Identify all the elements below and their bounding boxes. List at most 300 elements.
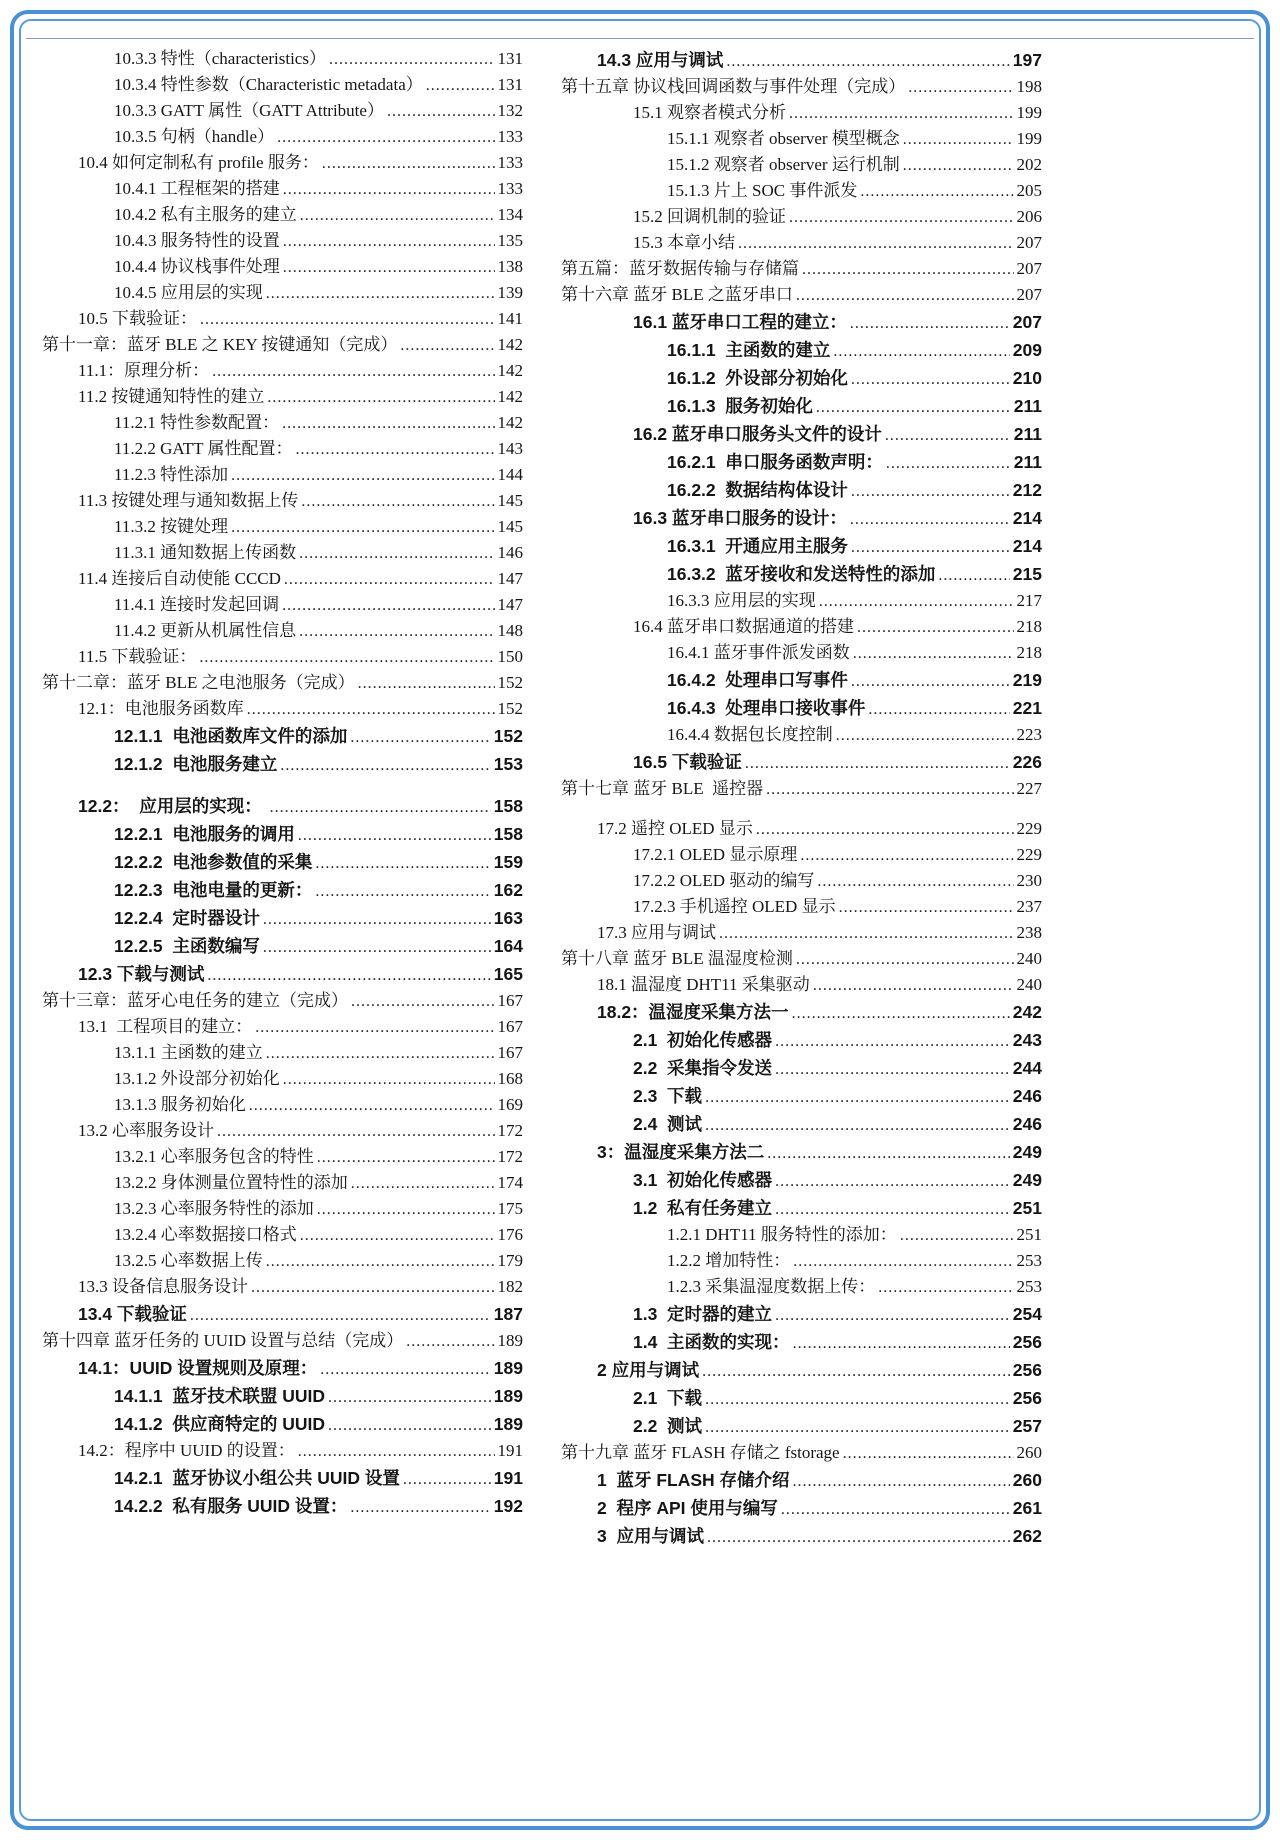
toc-entry[interactable] — [561, 946, 1042, 972]
toc-entry[interactable] — [42, 1066, 523, 1092]
toc-entry[interactable] — [561, 1522, 1042, 1550]
toc-entry-title: 10.3.5 句柄（handle） — [114, 127, 275, 146]
toc-dot-leader — [282, 410, 494, 436]
toc-column-left — [42, 46, 523, 1550]
toc-entry-title: 16.4.4 数据包长度控制 — [667, 725, 833, 744]
toc-entry-title: 13.2.5 心率数据上传 — [114, 1251, 263, 1270]
toc-entry[interactable] — [42, 1248, 523, 1274]
toc-entry[interactable] — [42, 932, 523, 960]
toc-dot-leader — [266, 1248, 495, 1274]
toc-entry-title: 16.4.3 处理串口接收事件 — [667, 698, 866, 718]
toc-dot-leader — [315, 876, 490, 904]
toc-entry[interactable] — [561, 46, 1042, 74]
header-rule — [26, 38, 1254, 39]
toc-entry[interactable] — [561, 1166, 1042, 1194]
toc-entry[interactable] — [42, 876, 523, 904]
toc-entry-title: 3.1 初始化传感器 — [633, 1170, 773, 1190]
toc-entry[interactable] — [561, 1384, 1042, 1412]
toc-entry[interactable] — [42, 1274, 523, 1300]
toc-page-number: 251 — [1016, 1225, 1042, 1244]
toc-dot-leader — [190, 1300, 491, 1328]
toc-entry[interactable] — [42, 254, 523, 280]
toc-page-number: 168 — [497, 1069, 523, 1088]
toc-dot-leader — [781, 1494, 1010, 1522]
toc-entry-title: 12.2.1 电池服务的调用 — [114, 824, 295, 844]
toc-entry[interactable] — [42, 592, 523, 618]
toc-dot-leader — [705, 1082, 1010, 1110]
toc-entry[interactable] — [42, 1196, 523, 1222]
toc-entry[interactable] — [42, 1014, 523, 1040]
toc-entry[interactable] — [42, 848, 523, 876]
toc-page-number: 144 — [497, 465, 523, 484]
toc-page-number: 152 — [497, 673, 523, 692]
toc-entry-title: 13.1.2 外设部分初始化 — [114, 1069, 280, 1088]
toc-page-number: 223 — [1016, 725, 1042, 744]
toc-entry-title: 16.1 蓝牙串口工程的建立： — [633, 312, 847, 332]
toc-entry[interactable] — [561, 256, 1042, 282]
toc-dot-leader — [878, 1274, 1013, 1300]
toc-entry[interactable] — [561, 282, 1042, 308]
toc-dot-leader — [231, 462, 494, 488]
toc-entry-title: 16.3 蓝牙串口服务的设计： — [633, 508, 847, 528]
toc-entry[interactable] — [42, 1438, 523, 1464]
toc-entry[interactable] — [561, 308, 1042, 336]
toc-page-number: 153 — [493, 754, 523, 774]
toc-entry[interactable] — [561, 816, 1042, 842]
toc-dot-leader — [263, 932, 491, 960]
toc-dot-leader — [819, 588, 1014, 614]
toc-entry[interactable] — [561, 972, 1042, 998]
toc-dot-leader — [298, 1438, 495, 1464]
toc-entry[interactable] — [42, 202, 523, 228]
toc-entry[interactable] — [561, 504, 1042, 532]
toc-dot-leader — [705, 1110, 1010, 1138]
toc-entry-title: 第十三章：蓝牙心电任务的建立（完成） — [42, 991, 348, 1010]
toc-entry-title: 11.5 下载验证： — [78, 647, 197, 666]
toc-dot-leader — [249, 1092, 495, 1118]
toc-dot-leader — [813, 972, 1014, 998]
toc-entry[interactable] — [561, 920, 1042, 946]
toc-entry-title: 12.1.1 电池函数库文件的添加 — [114, 726, 348, 746]
toc-entry[interactable] — [42, 1222, 523, 1248]
toc-entry[interactable] — [561, 1494, 1042, 1522]
toc-dot-leader — [350, 722, 490, 750]
toc-entry-title: 11.2.2 GATT 属性配置： — [114, 439, 293, 458]
toc-page-number: 189 — [493, 1358, 523, 1378]
toc-dot-leader — [800, 842, 1013, 868]
toc-page-number: 189 — [497, 1331, 523, 1350]
toc-entry[interactable] — [561, 666, 1042, 694]
toc-page-number: 152 — [497, 699, 523, 718]
toc-dot-leader — [317, 1196, 495, 1222]
toc-entry[interactable] — [561, 152, 1042, 178]
toc-entry[interactable] — [42, 332, 523, 358]
toc-entry-title: 12.3 下载与测试 — [78, 964, 205, 984]
toc-entry-title: 16.4.1 蓝牙事件派发函数 — [667, 643, 850, 662]
toc-dot-leader — [406, 1328, 494, 1354]
toc-entry[interactable] — [561, 1026, 1042, 1054]
toc-entry-title: 1.2 私有任务建立 — [633, 1198, 773, 1218]
toc-page-number: 210 — [1012, 368, 1042, 388]
toc-dot-leader — [283, 1066, 495, 1092]
toc-page-number: 244 — [1012, 1058, 1042, 1078]
toc-dot-leader — [351, 1170, 495, 1196]
toc-dot-leader — [775, 1300, 1010, 1328]
toc-entry[interactable] — [561, 748, 1042, 776]
toc-dot-leader — [266, 280, 495, 306]
toc-entry-title: 第十一章：蓝牙 BLE 之 KEY 按键通知（完成） — [42, 335, 398, 354]
toc-entry[interactable] — [561, 1222, 1042, 1248]
toc-entry[interactable] — [561, 640, 1042, 666]
toc-entry-title: 12.2： 应用层的实现： — [78, 796, 267, 816]
toc-entry-title: 14.2.1 蓝牙协议小组公共 UUID 设置 — [114, 1468, 400, 1488]
toc-dot-leader — [266, 1040, 495, 1066]
toc-entry[interactable] — [42, 1328, 523, 1354]
toc-entry-title: 10.4.4 协议栈事件处理 — [114, 257, 280, 276]
toc-entry-title: 15.1.3 片上 SOC 事件派发 — [667, 181, 858, 200]
toc-entry-title: 11.3.2 按键处理 — [114, 517, 229, 536]
toc-entry[interactable] — [42, 1300, 523, 1328]
toc-dot-leader — [851, 666, 1010, 694]
toc-entry[interactable] — [42, 150, 523, 176]
toc-entry[interactable] — [42, 46, 523, 72]
toc-dot-leader — [400, 332, 494, 358]
toc-dot-leader — [789, 100, 1014, 126]
toc-entry[interactable] — [42, 904, 523, 932]
toc-dot-leader — [817, 868, 1013, 894]
toc-entry[interactable] — [42, 750, 523, 778]
toc-dot-leader — [283, 228, 495, 254]
toc-entry[interactable] — [42, 1144, 523, 1170]
toc-entry[interactable] — [561, 1300, 1042, 1328]
toc-page-number: 145 — [497, 491, 523, 510]
toc-page-number: 191 — [497, 1441, 523, 1460]
toc-dot-leader — [802, 256, 1014, 282]
toc-dot-leader — [299, 618, 494, 644]
toc-entry-title: 1.2.1 DHT11 服务特性的添加： — [667, 1225, 897, 1244]
toc-dot-leader — [277, 124, 494, 150]
toc-page-number: 249 — [1012, 1170, 1042, 1190]
toc-entry-title: 第十九章 蓝牙 FLASH 存储之 fstorage — [561, 1443, 840, 1462]
toc-entry-title: 16.3.1 开通应用主服务 — [667, 536, 848, 556]
toc-entry[interactable] — [561, 868, 1042, 894]
toc-page-number: 187 — [493, 1304, 523, 1324]
toc-entry[interactable] — [561, 532, 1042, 560]
toc-dot-leader — [705, 1412, 1010, 1440]
toc-entry-title: 13.2.3 心率服务特性的添加 — [114, 1199, 314, 1218]
toc-entry[interactable] — [42, 384, 523, 410]
toc-entry[interactable] — [561, 1054, 1042, 1082]
toc-dot-leader — [284, 566, 495, 592]
toc-entry[interactable] — [42, 540, 523, 566]
toc-entry-title: 2 程序 API 使用与编写 — [597, 1498, 778, 1518]
toc-entry[interactable] — [561, 1082, 1042, 1110]
toc-entry[interactable] — [561, 560, 1042, 588]
toc-entry[interactable] — [42, 618, 523, 644]
toc-entry-title: 2 应用与调试 — [597, 1360, 700, 1380]
toc-entry[interactable] — [561, 364, 1042, 392]
toc-entry[interactable] — [561, 178, 1042, 204]
toc-entry[interactable] — [561, 126, 1042, 152]
toc-page-number: 162 — [493, 880, 523, 900]
toc-dot-leader — [851, 364, 1010, 392]
toc-entry-title: 14.2.2 私有服务 UUID 设置： — [114, 1496, 348, 1516]
toc-entry[interactable] — [561, 1274, 1042, 1300]
toc-entry[interactable] — [42, 436, 523, 462]
toc-dot-leader — [329, 46, 495, 72]
toc-entry[interactable] — [561, 1466, 1042, 1494]
toc-dot-leader — [793, 1248, 1013, 1274]
toc-content — [42, 46, 1042, 1550]
toc-entry-title: 12.2.3 电池电量的更新： — [114, 880, 313, 900]
toc-dot-leader — [351, 988, 495, 1014]
toc-entry-title: 1.3 定时器的建立 — [633, 1304, 773, 1324]
toc-page-number: 215 — [1012, 564, 1042, 584]
toc-entry-title: 12.2.5 主函数编写 — [114, 936, 260, 956]
toc-page-number: 132 — [497, 101, 523, 120]
toc-entry-title: 13.4 下载验证 — [78, 1304, 187, 1324]
toc-entry[interactable] — [42, 1410, 523, 1438]
toc-dot-leader — [938, 560, 1009, 588]
toc-entry-title: 18.2：温湿度采集方法一 — [597, 1002, 789, 1022]
toc-entry[interactable] — [42, 176, 523, 202]
toc-page-number: 167 — [497, 991, 523, 1010]
toc-entry-title: 11.2 按键通知特性的建立 — [78, 387, 265, 406]
toc-page-number: 202 — [1016, 155, 1042, 174]
toc-entry-title: 11.2.3 特性添加 — [114, 465, 229, 484]
toc-page-number: 189 — [493, 1386, 523, 1406]
toc-entry-title: 2.2 采集指令发送 — [633, 1058, 773, 1078]
toc-columns — [42, 46, 1042, 1550]
toc-entry[interactable] — [561, 420, 1042, 448]
toc-entry-title: 14.2：程序中 UUID 的设置： — [78, 1441, 295, 1460]
toc-page-number: 218 — [1016, 643, 1042, 662]
toc-page-number: 230 — [1016, 871, 1042, 890]
toc-entry[interactable] — [561, 1440, 1042, 1466]
toc-dot-leader — [282, 592, 494, 618]
toc-entry[interactable] — [42, 1040, 523, 1066]
toc-page-number: 150 — [497, 647, 523, 666]
toc-entry-title: 11.4 连接后自动使能 CCCD — [78, 569, 281, 588]
toc-entry[interactable] — [42, 792, 523, 820]
toc-page-number: 192 — [493, 1496, 523, 1516]
toc-entry[interactable] — [561, 1194, 1042, 1222]
toc-entry-title: 2.4 测试 — [633, 1114, 703, 1134]
toc-entry[interactable] — [42, 462, 523, 488]
toc-page-number: 253 — [1016, 1277, 1042, 1296]
toc-entry[interactable] — [42, 988, 523, 1014]
toc-page-number: 205 — [1016, 181, 1042, 200]
toc-entry[interactable] — [42, 410, 523, 436]
toc-entry-title: 1 蓝牙 FLASH 存储介绍 — [597, 1470, 790, 1490]
toc-dot-leader — [296, 436, 495, 462]
toc-dot-leader — [766, 776, 1013, 802]
toc-entry[interactable] — [42, 72, 523, 98]
toc-entry-title: 17.2.2 OLED 驱动的编写 — [633, 871, 815, 890]
toc-dot-leader — [719, 920, 1014, 946]
toc-dot-leader — [207, 960, 490, 988]
toc-entry[interactable] — [561, 204, 1042, 230]
toc-dot-leader — [350, 1492, 490, 1520]
toc-entry[interactable] — [42, 1382, 523, 1410]
toc-entry-title: 13.1 工程项目的建立： — [78, 1017, 253, 1036]
toc-entry[interactable] — [42, 1492, 523, 1520]
toc-entry[interactable] — [561, 588, 1042, 614]
toc-entry-title: 第十五章 协议栈回调函数与事件处理（完成） — [561, 77, 906, 96]
toc-entry[interactable] — [561, 894, 1042, 920]
toc-dot-leader — [267, 384, 494, 410]
toc-entry[interactable] — [42, 228, 523, 254]
toc-entry[interactable] — [42, 960, 523, 988]
toc-page-number: 219 — [1012, 670, 1042, 690]
toc-entry[interactable] — [42, 1170, 523, 1196]
toc-entry[interactable] — [561, 614, 1042, 640]
toc-dot-leader — [212, 358, 494, 384]
toc-entry[interactable] — [561, 448, 1042, 476]
toc-entry[interactable] — [561, 476, 1042, 504]
toc-entry[interactable] — [561, 1328, 1042, 1356]
toc-entry-title: 11.4.1 连接时发起回调 — [114, 595, 280, 614]
toc-entry-title: 第十二章：蓝牙 BLE 之电池服务（完成） — [42, 673, 355, 692]
toc-dot-leader — [301, 488, 494, 514]
toc-entry-title: 第十四章 蓝牙任务的 UUID 设置与总结（完成） — [42, 1331, 404, 1350]
toc-entry[interactable] — [561, 1356, 1042, 1384]
toc-dot-leader — [702, 1356, 1010, 1384]
toc-entry[interactable] — [42, 514, 523, 540]
toc-entry[interactable] — [561, 336, 1042, 364]
toc-page-number: 199 — [1016, 129, 1042, 148]
toc-entry-title: 11.4.2 更新从机属性信息 — [114, 621, 297, 640]
toc-entry-title: 10.4 如何定制私有 profile 服务： — [78, 153, 319, 172]
toc-entry-title: 11.1：原理分析： — [78, 361, 210, 380]
toc-page-number: 207 — [1016, 259, 1042, 278]
toc-entry[interactable] — [561, 392, 1042, 420]
toc-page-number: 148 — [497, 621, 523, 640]
toc-dot-leader — [300, 1222, 495, 1248]
toc-entry[interactable] — [42, 722, 523, 750]
toc-dot-leader — [317, 1144, 495, 1170]
toc-entry-title: 15.2 回调机制的验证 — [633, 207, 786, 226]
toc-entry[interactable] — [42, 358, 523, 384]
toc-entry[interactable] — [42, 820, 523, 848]
toc-entry[interactable] — [561, 776, 1042, 802]
toc-dot-leader — [263, 904, 491, 932]
toc-entry[interactable] — [561, 842, 1042, 868]
toc-entry[interactable] — [561, 1110, 1042, 1138]
toc-entry[interactable] — [561, 998, 1042, 1026]
toc-page-number: 158 — [493, 796, 523, 816]
toc-entry[interactable] — [561, 230, 1042, 256]
toc-entry[interactable] — [42, 124, 523, 150]
toc-dot-leader — [200, 306, 495, 332]
toc-dot-leader — [853, 640, 1014, 666]
toc-page-number: 133 — [497, 179, 523, 198]
toc-entry[interactable] — [561, 694, 1042, 722]
toc-entry[interactable] — [561, 722, 1042, 748]
toc-page-number: 207 — [1016, 233, 1042, 252]
toc-page-number: 253 — [1016, 1251, 1042, 1270]
toc-page-number: 242 — [1012, 1002, 1042, 1022]
toc-page-number: 172 — [497, 1147, 523, 1166]
toc-dot-leader — [255, 1014, 494, 1040]
toc-entry[interactable] — [42, 1354, 523, 1382]
toc-dot-leader — [843, 1440, 1014, 1466]
toc-entry[interactable] — [561, 1138, 1042, 1166]
toc-entry-title: 13.3 设备信息服务设计 — [78, 1277, 248, 1296]
toc-entry[interactable] — [42, 696, 523, 722]
toc-entry-title: 14.1.1 蓝牙技术联盟 UUID — [114, 1386, 326, 1406]
toc-dot-leader — [315, 848, 490, 876]
toc-page-number: 164 — [493, 936, 523, 956]
toc-entry[interactable] — [561, 74, 1042, 100]
toc-entry[interactable] — [42, 1464, 523, 1492]
toc-dot-leader — [280, 750, 490, 778]
toc-dot-leader — [850, 504, 1010, 532]
toc-entry[interactable] — [561, 1412, 1042, 1440]
toc-entry[interactable] — [42, 98, 523, 124]
toc-entry-title: 10.4.3 服务特性的设置 — [114, 231, 280, 250]
toc-entry-title: 16.1.3 服务初始化 — [667, 396, 813, 416]
toc-entry-title: 2.1 下载 — [633, 1388, 703, 1408]
toc-entry[interactable] — [42, 670, 523, 696]
toc-entry-title: 16.4 蓝牙串口数据通道的搭建 — [633, 617, 854, 636]
toc-page-number: 197 — [1012, 50, 1042, 70]
toc-entry[interactable] — [42, 644, 523, 670]
toc-dot-leader — [908, 74, 1013, 100]
toc-page-number: 152 — [493, 726, 523, 746]
toc-entry-title: 第十七章 蓝牙 BLE 遥控器 — [561, 779, 764, 798]
toc-dot-leader — [903, 152, 1014, 178]
toc-entry-title: 10.3.4 特性参数（Characteristic metadata） — [114, 75, 423, 94]
toc-dot-leader — [426, 72, 495, 98]
toc-entry-title: 16.4.2 处理串口写事件 — [667, 670, 848, 690]
toc-entry-title: 10.4.5 应用层的实现 — [114, 283, 263, 302]
toc-entry[interactable] — [42, 306, 523, 332]
toc-entry[interactable] — [42, 1092, 523, 1118]
toc-entry-title: 15.1.2 观察者 observer 运行机制 — [667, 155, 900, 174]
toc-page-number: 146 — [497, 543, 523, 562]
toc-page-number: 167 — [497, 1017, 523, 1036]
toc-entry-title: 16.2.2 数据结构体设计 — [667, 480, 848, 500]
toc-page-number: 167 — [497, 1043, 523, 1062]
toc-dot-leader — [217, 1118, 495, 1144]
toc-entry[interactable] — [42, 280, 523, 306]
toc-entry[interactable] — [42, 1118, 523, 1144]
toc-entry[interactable] — [561, 1248, 1042, 1274]
toc-page-number: 249 — [1012, 1142, 1042, 1162]
toc-page-number: 256 — [1012, 1332, 1042, 1352]
toc-entry-title: 15.1 观察者模式分析 — [633, 103, 786, 122]
toc-page-number: 134 — [497, 205, 523, 224]
toc-dot-leader — [270, 792, 491, 820]
toc-entry[interactable] — [561, 100, 1042, 126]
toc-dot-leader — [745, 748, 1010, 776]
toc-entry[interactable] — [42, 566, 523, 592]
toc-page-number: 198 — [1016, 77, 1042, 96]
toc-entry[interactable] — [42, 488, 523, 514]
toc-entry-title: 第十六章 蓝牙 BLE 之蓝牙串口 — [561, 285, 793, 304]
toc-entry-title: 14.1：UUID 设置规则及原理： — [78, 1358, 318, 1378]
toc-page-number: 142 — [497, 335, 523, 354]
toc-entry-title: 16.3.3 应用层的实现 — [667, 591, 816, 610]
toc-page-number: 135 — [497, 231, 523, 250]
toc-entry-title: 11.3 按键处理与通知数据上传 — [78, 491, 299, 510]
toc-dot-leader — [387, 98, 495, 124]
toc-entry-title: 14.3 应用与调试 — [597, 50, 724, 70]
toc-page-number: 260 — [1012, 1470, 1042, 1490]
toc-entry-title: 1.2.2 增加特性： — [667, 1251, 791, 1270]
toc-page-number: 243 — [1012, 1030, 1042, 1050]
